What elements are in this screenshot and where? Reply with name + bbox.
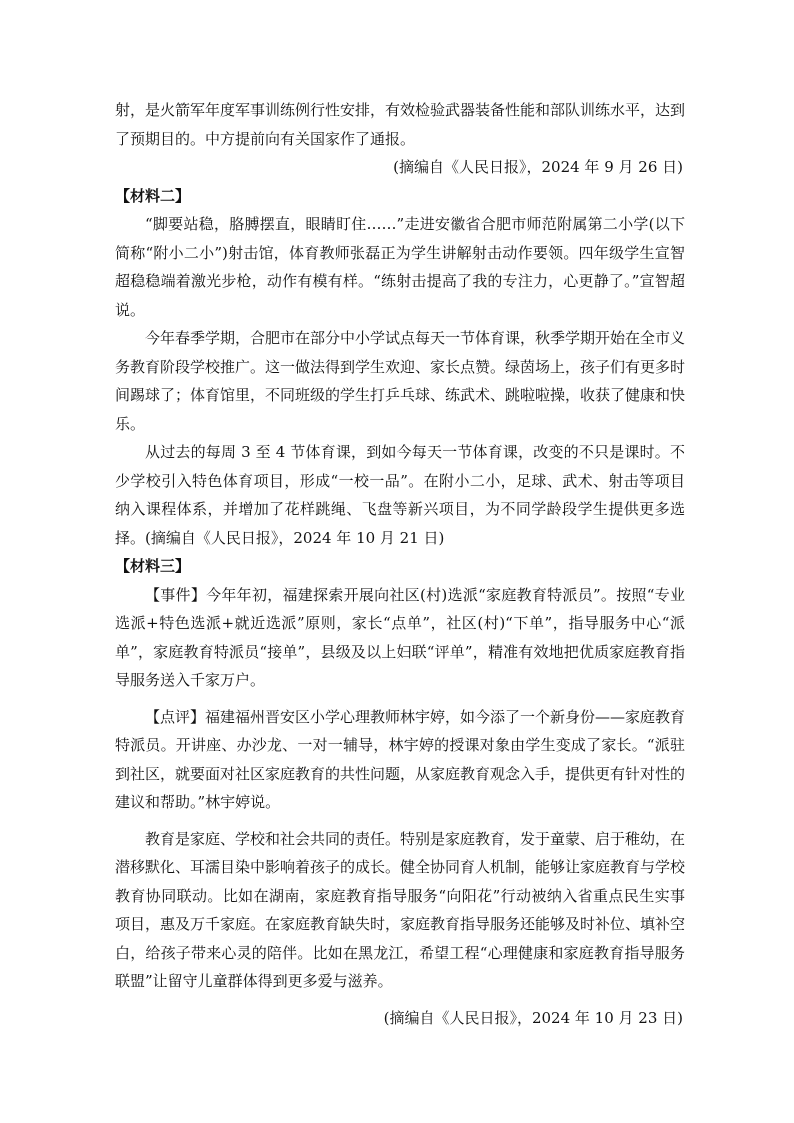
material-two-paragraph-1: “脚要站稳，胳膊摆直，眼睛盯住……”走进安徽省合肥市师范附属第二小学(以下简称“附小二小”)射击馆，体育教师张磊正为学生讲解射击动作要领。四年级学生宣智超稳稳端着激光步枪，动作有模有样。“练射击提高了我的专注力，心更静了。”宣智超说。	[115, 215, 685, 319]
material-one-tail: 射，是火箭军年度军事训练例行性安排，有效检验武器装备性能和部队训练水平，达到了预期目的。中方提前向有关国家作了通报。	[115, 101, 686, 148]
material-three-comment: 【点评】福建福州晋安区小学心理教师林宇婷，如今添了一个新身份——家庭教育特派员。开讲座、办沙龙、一对一辅导，林宇婷的授课对象由学生变成了家长。“派驻到社区，就要面对社区家庭教育的共性问题，从家庭教育观念入手，提供更有针对性的建议和帮助。”林宇婷说。	[115, 707, 686, 811]
material-two-paragraph-3: 从过去的每周 3 至 4 节体育课，到如今每天一节体育课，改变的不只是课时。不少学校引入特色体育项目，形成“一校一品”。在附小二小，足球、武术、射击等项目纳入课程体系，并增加了花样跳绳、飞盘等新兴项目，为不同学龄段学生提供更多选择。(摘编自《人民日报》，2024 年 10 月 21 日)	[115, 443, 685, 547]
document-page	[115, 96, 685, 1032]
material-two-paragraph-2: 今年春季学期，合肥市在部分中小学试点每天一节体育课，秋季学期开始在全市义务教育阶段学校推广。这一做法得到学生欢迎、家长点赞。绿茵场上，孩子们有更多时间踢球了；体育馆里，不同班级的学生打乒乓球、练武术、跳啦啦操，收获了健康和快乐。	[115, 329, 686, 433]
material-three-source: (摘编自《人民日报》，2024 年 10 月 23 日)	[383, 1008, 683, 1027]
material-one-source: (摘编自《人民日报》，2024 年 9 月 26 日)	[393, 158, 683, 176]
material-three-event: 【事件】今年年初，福建探索开展向社区(村)选派“家庭教育特派员”。按照“专业选派+特色选派+就近选派”原则，家长“点单”，社区(村)“下单”，指导服务中心“派单”，家庭教育特派员“接单”，县级及以上妇联“评单”，精准有效地把优质家庭教育指导服务送入千家万户。	[115, 585, 685, 689]
material-three-heading: 【材料三】	[115, 557, 191, 575]
material-two-heading: 【材料二】	[115, 186, 191, 205]
material-three-paragraph: 教育是家庭、学校和社会共同的责任。特别是家庭教育，发于童蒙、启于稚幼，在潜移默化、耳濡目染中影响着孩子的成长。健全协同育人机制，能够让家庭教育与学校教育协同联动。比如在湖南，家庭教育指导服务“向阳花”行动被纳入省重点民生实事项目，惠及万千家庭。在家庭教育缺失时，家庭教育指导服务还能够及时补位、填补空白，给孩子带来心灵的陪伴。比如在黑龙江，希望工程“心理健康和家庭教育指导服务联盟”让留守儿童群体得到更多爱与滋养。	[115, 829, 686, 990]
